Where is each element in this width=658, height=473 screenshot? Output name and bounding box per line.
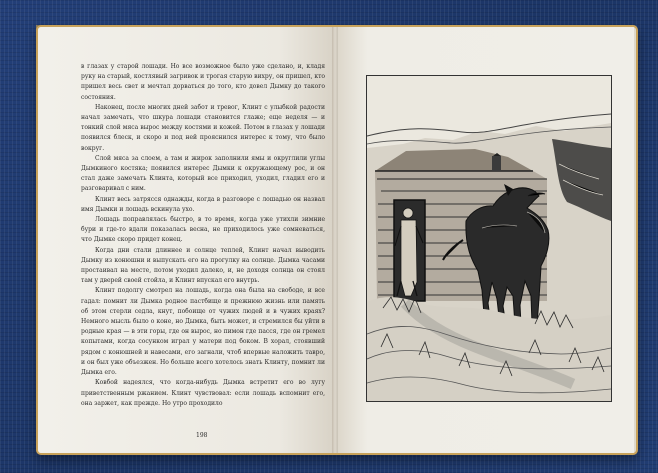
page-number: 198 — [196, 432, 208, 439]
paragraph-3: Слой мяса за слоем, а там и жирок заполнили ямы и округлили углы Дымкиного костяка; появился интерес Дымки к окружающему рос, и он стал даже замечать Клинта, который все приходил, уходил, гладил его и разговаривал с ним. — [81, 154, 325, 193]
paragraph-6: Когда дни стали длиннее и солнце теплей, Клинт начал выводить Дымку из конюшни и выпускать его на прогулку на солнце. Дымка часами простаивал на месте, потом уходил далеко, и, не доходя солнца он стоял там у дверей своей стойла, и Клинт впускал его внутрь. — [81, 246, 325, 285]
paragraph-2: Наконец, после многих дней забот и тревог, Клинт с улыбкой радости начал замечать, что шкура лошади становится глаже; еще неделя — и тонкий слой мяса вырос между костями и кожей. Потом в глазах у лошади появился блеск, и скоро и под ней прояснился интерес к тому, что было вокруг. — [81, 103, 325, 152]
paragraph-5: Лошадь поправлялась быстро, в то время, когда уже утихли зимние бури и где-то вдали показалась весна, не приходилось уже сомневаться, что Дымке скоро придет конец. — [81, 216, 325, 244]
open-book — [36, 25, 638, 455]
left-page — [38, 27, 333, 453]
left-page-text — [81, 62, 325, 409]
horse-barn-illustration — [366, 75, 612, 402]
paragraph-4: Клинт весь затрясся однажды, когда в разговоре с лошадью он назвал имя Дымки и лошадь вскинула ухо. — [81, 195, 325, 213]
paragraph-7: Клинт подолгу смотрел на лошадь, когда она была на свободе, и все гадал: помнит ли Дымка родное пастбище и прежнюю жизнь или память об этом стерли седла, кнут, побоище от чужих людей и в чужих краях? Немного мысль было о коне, но Дымка, быть может, и стремился бы уйти в родные края — в эти горы, где он вырос, но пимон где пасся, где он гремел копытами, когда сосунком играл у матери под боком. В хорал, стоявший рядом с конюшней и навесами, его загнали, чтоб впервые наложить тавро, и он был уже объезжен. Но больше всего хотелось знать Клинту, помнит ли Дымка его. — [81, 287, 325, 377]
right-page — [338, 27, 634, 453]
paragraph-8: Ковбой надеялся, что когда-нибудь Дымка встретит его во лугу приветственным ржанием. Клинт чувствовал: если лошадь вспомнит его, она заржет, как прежде. Но утро проходило — [81, 379, 325, 407]
paragraph-1: в глазах у старой лошади. Но все возможное было уже сделано, и, кладя руку на старый, костлявый загривок и трогая старую вихру, он пришел, кто пришел весь свет и мечтал дорваться до того, кто довел Дымку до такого состояния. — [81, 63, 325, 101]
